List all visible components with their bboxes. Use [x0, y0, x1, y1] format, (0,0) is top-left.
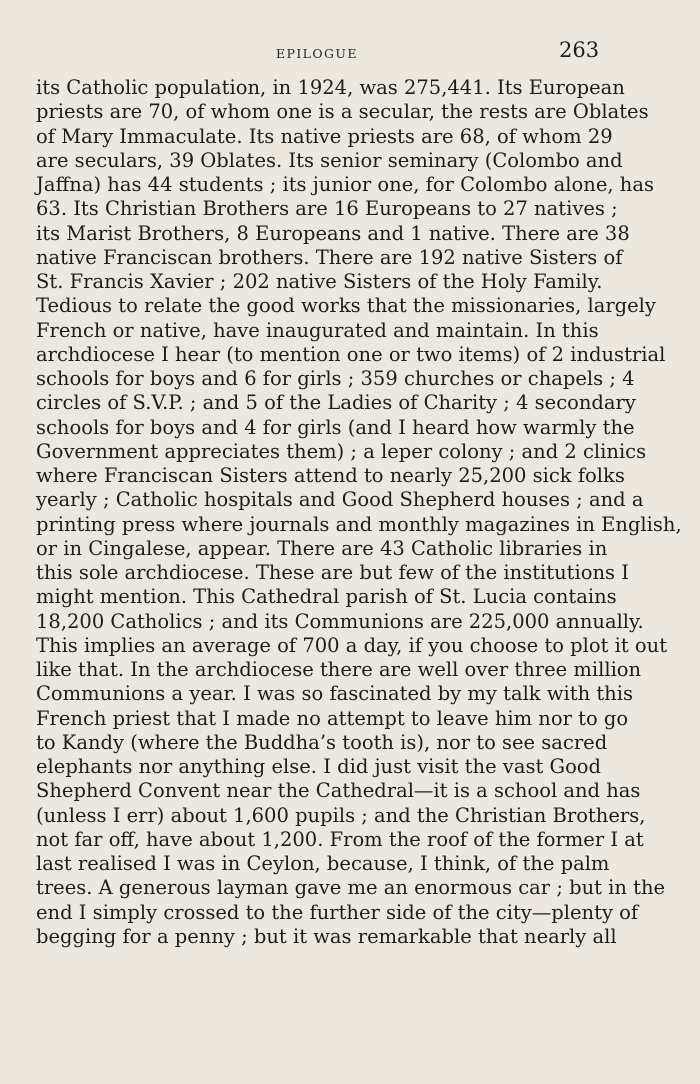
text-line: end I simply crossed to the further side of the city—plenty of: [36, 900, 639, 924]
text-line: Tedious to relate the good works that the missionaries, largely: [36, 294, 656, 318]
text-line: Shepherd Convent near the Cathedral—it is a school and has: [36, 779, 641, 803]
text-line: archdiocese I hear (to mention one or two items) of 2 industrial: [36, 342, 666, 366]
text-line: 18,200 Catholics ; and its Communions are 225,000 annually.: [36, 609, 644, 633]
text-line: priests are 70, of whom one is a secular, the rests are Oblates: [36, 100, 649, 124]
text-line: or in Cingalese, appear. There are 43 Catholic libraries in: [36, 536, 608, 560]
text-line: are seculars, 39 Oblates. Its senior seminary (Colombo and: [36, 148, 623, 172]
text-line: to Kandy (where the Buddha’s tooth is), nor to see sacred: [36, 730, 608, 754]
text-line: (unless I err) about 1,600 pupils ; and the Christian Brothers,: [36, 803, 646, 827]
text-line: trees. A generous layman gave me an enormous car ; but in the: [36, 876, 666, 900]
text-line: like that. In the archdiocese there are well over three million: [36, 658, 642, 681]
text-line: 63. Its Christian Brothers are 16 Europeans to 27 natives ;: [36, 197, 618, 221]
text-line: where Franciscan Sisters attend to nearly 25,200 sick folks: [36, 464, 625, 487]
text-line: begging for a penny ; but it was remarkable that nearly all: [36, 924, 617, 948]
text-line: circles of S.V.P. ; and 5 of the Ladies of Charity ; 4 secondary: [36, 391, 636, 415]
text-line: not far off, have about 1,200. From the roof of the former I at: [36, 827, 644, 851]
text-line: yearly ; Catholic hospitals and Good Shepherd houses ; and a: [36, 488, 644, 512]
text-line: Communions a year. I was so fascinated by my talk with this: [36, 682, 633, 706]
text-line: of Mary Immaculate. Its native priests are 68, of whom 29: [36, 124, 613, 148]
text-line: French priest that I made no attempt to leave him nor to go: [36, 706, 629, 730]
running-head-title: EPILOGUE: [276, 46, 358, 61]
text-line: Government appreciates them) ; a leper colony ; and 2 clinics: [36, 439, 647, 463]
text-line: St. Francis Xavier ; 202 native Sisters of the Holy Family.: [36, 270, 603, 293]
text-line: its Marist Brothers, 8 Europeans and 1 native. There are 38: [36, 221, 630, 245]
text-line: this sole archdiocese. These are but few of the institutions I: [36, 561, 629, 584]
text-line: French or native, have inaugurated and maintain. In this: [36, 318, 599, 342]
text-line: Jaffna) has 44 students ; its junior one, for Colombo alone, has: [36, 173, 654, 196]
text-line: printing press where journals and monthly magazines in English,: [36, 512, 682, 536]
text-line: schools for boys and 6 for girls ; 359 churches or chapels ; 4: [36, 367, 635, 390]
text-line: its Catholic population, in 1924, was 275,441. Its European: [36, 76, 625, 99]
page-number: 263: [559, 38, 600, 62]
body-text: [36, 76, 682, 949]
text-line: native Franciscan brothers. There are 192 native Sisters of: [36, 245, 623, 269]
text-line: might mention. This Cathedral parish of St. Lucia contains: [36, 585, 617, 609]
text-line: schools for boys and 4 for girls (and I heard how warmly the: [36, 415, 635, 439]
text-line: This implies an average of 700 a day, if you choose to plot it out: [36, 633, 668, 657]
text-line: last realised I was in Ceylon, because, I think, of the palm: [36, 852, 610, 875]
text-line: elephants nor anything else. I did just visit the vast Good: [36, 755, 602, 778]
